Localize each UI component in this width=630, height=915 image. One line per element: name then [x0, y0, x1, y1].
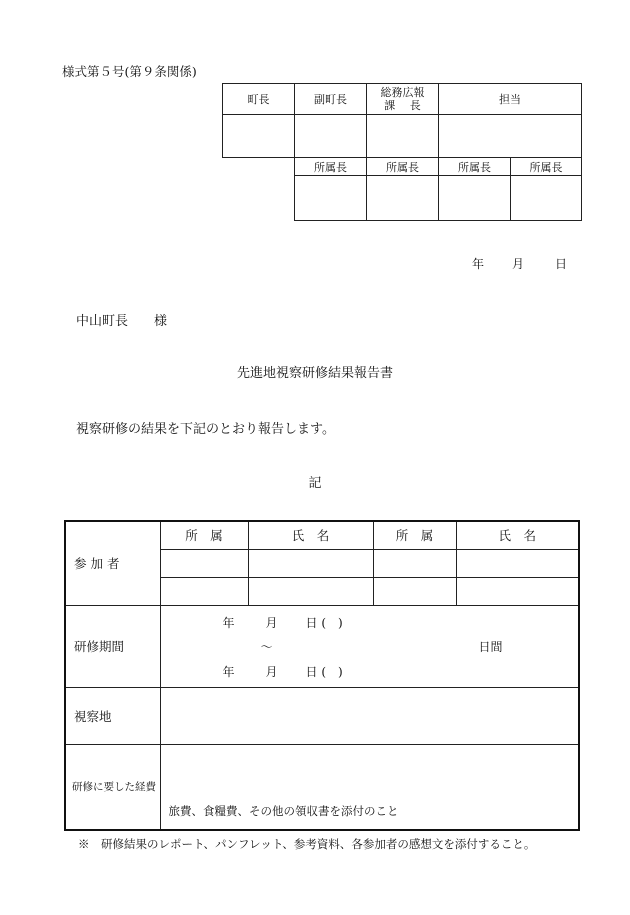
approval-header-general-affairs: [367, 84, 439, 115]
dept-head-header-2: 所属長: [367, 158, 439, 176]
participant-cell: [373, 549, 456, 577]
cost-note: 旅費、食糧費、その他の領収書を添付のこと: [168, 803, 399, 818]
period-label: 研修期間: [65, 605, 160, 687]
approval-header-deputy-mayor: 副町長: [295, 84, 367, 115]
period-end-day: 日 ( ): [305, 664, 343, 679]
participant-cell: [160, 577, 248, 605]
intro-text: 視察研修の結果を下記のとおり報告します。: [76, 422, 335, 437]
period-start-day: 日 ( ): [305, 615, 343, 630]
cost-cell: [160, 744, 579, 830]
site-label: 視察地: [65, 687, 160, 744]
addressee: 中山町長 様: [76, 314, 168, 329]
participant-cell: [456, 577, 579, 605]
stamp-box-deputy-mayor: [295, 115, 367, 158]
approval-header-general-affairs-line1: 総務広報: [380, 86, 425, 99]
dept-head-stamp-2: [367, 176, 439, 221]
dept-head-stamp-3: [439, 176, 511, 221]
dept-head-header-3: 所属長: [439, 158, 511, 176]
date-month: 月: [512, 257, 525, 271]
col-header-name-2: 氏 名: [456, 521, 579, 549]
col-header-affiliation-1: 所 属: [160, 521, 248, 549]
participant-cell: [248, 549, 373, 577]
participant-cell: [248, 577, 373, 605]
approval-header-mayor: 町長: [223, 84, 295, 115]
date-year: 年: [472, 257, 485, 271]
period-end-year: 年: [222, 664, 235, 679]
cost-label: 研修に要した経費: [65, 744, 160, 830]
dept-head-stamp-1: [295, 176, 367, 221]
period-end-month: 月: [265, 664, 278, 679]
period-days: 日間: [478, 639, 503, 654]
period-cell: [160, 605, 579, 687]
col-header-name-1: 氏 名: [248, 521, 373, 549]
approval-header-general-affairs-line2: 課 長: [384, 99, 421, 112]
ki-heading: 記: [308, 476, 322, 491]
report-table: [64, 520, 580, 831]
participant-cell: [456, 549, 579, 577]
approval-stamp-table: [222, 83, 582, 221]
stamp-box-staff: [439, 115, 582, 158]
approval-header-staff: 担当: [439, 84, 582, 115]
footnote: ※ 研修結果のレポート、パンフレット、参考資料、各参加者の感想文を添付すること。: [78, 837, 536, 851]
form-number: 様式第５号(第９条関係): [62, 64, 197, 79]
period-start-month: 月: [265, 615, 278, 630]
col-header-affiliation-2: 所 属: [373, 521, 456, 549]
site-cell: [160, 687, 579, 744]
stamp-box-general-affairs: [367, 115, 439, 158]
date-day: 日: [555, 257, 568, 271]
dept-head-header-4: 所属長: [511, 158, 582, 176]
participant-cell: [373, 577, 456, 605]
stamp-box-mayor: [223, 115, 295, 158]
dept-head-header-1: 所属長: [295, 158, 367, 176]
document-title: 先進地視察研修結果報告書: [236, 366, 393, 381]
period-tilde: ～: [260, 639, 273, 654]
participants-label: 参 加 者: [65, 521, 160, 605]
period-start-year: 年: [222, 615, 235, 630]
dept-head-stamp-4: [511, 176, 582, 221]
participant-cell: [160, 549, 248, 577]
